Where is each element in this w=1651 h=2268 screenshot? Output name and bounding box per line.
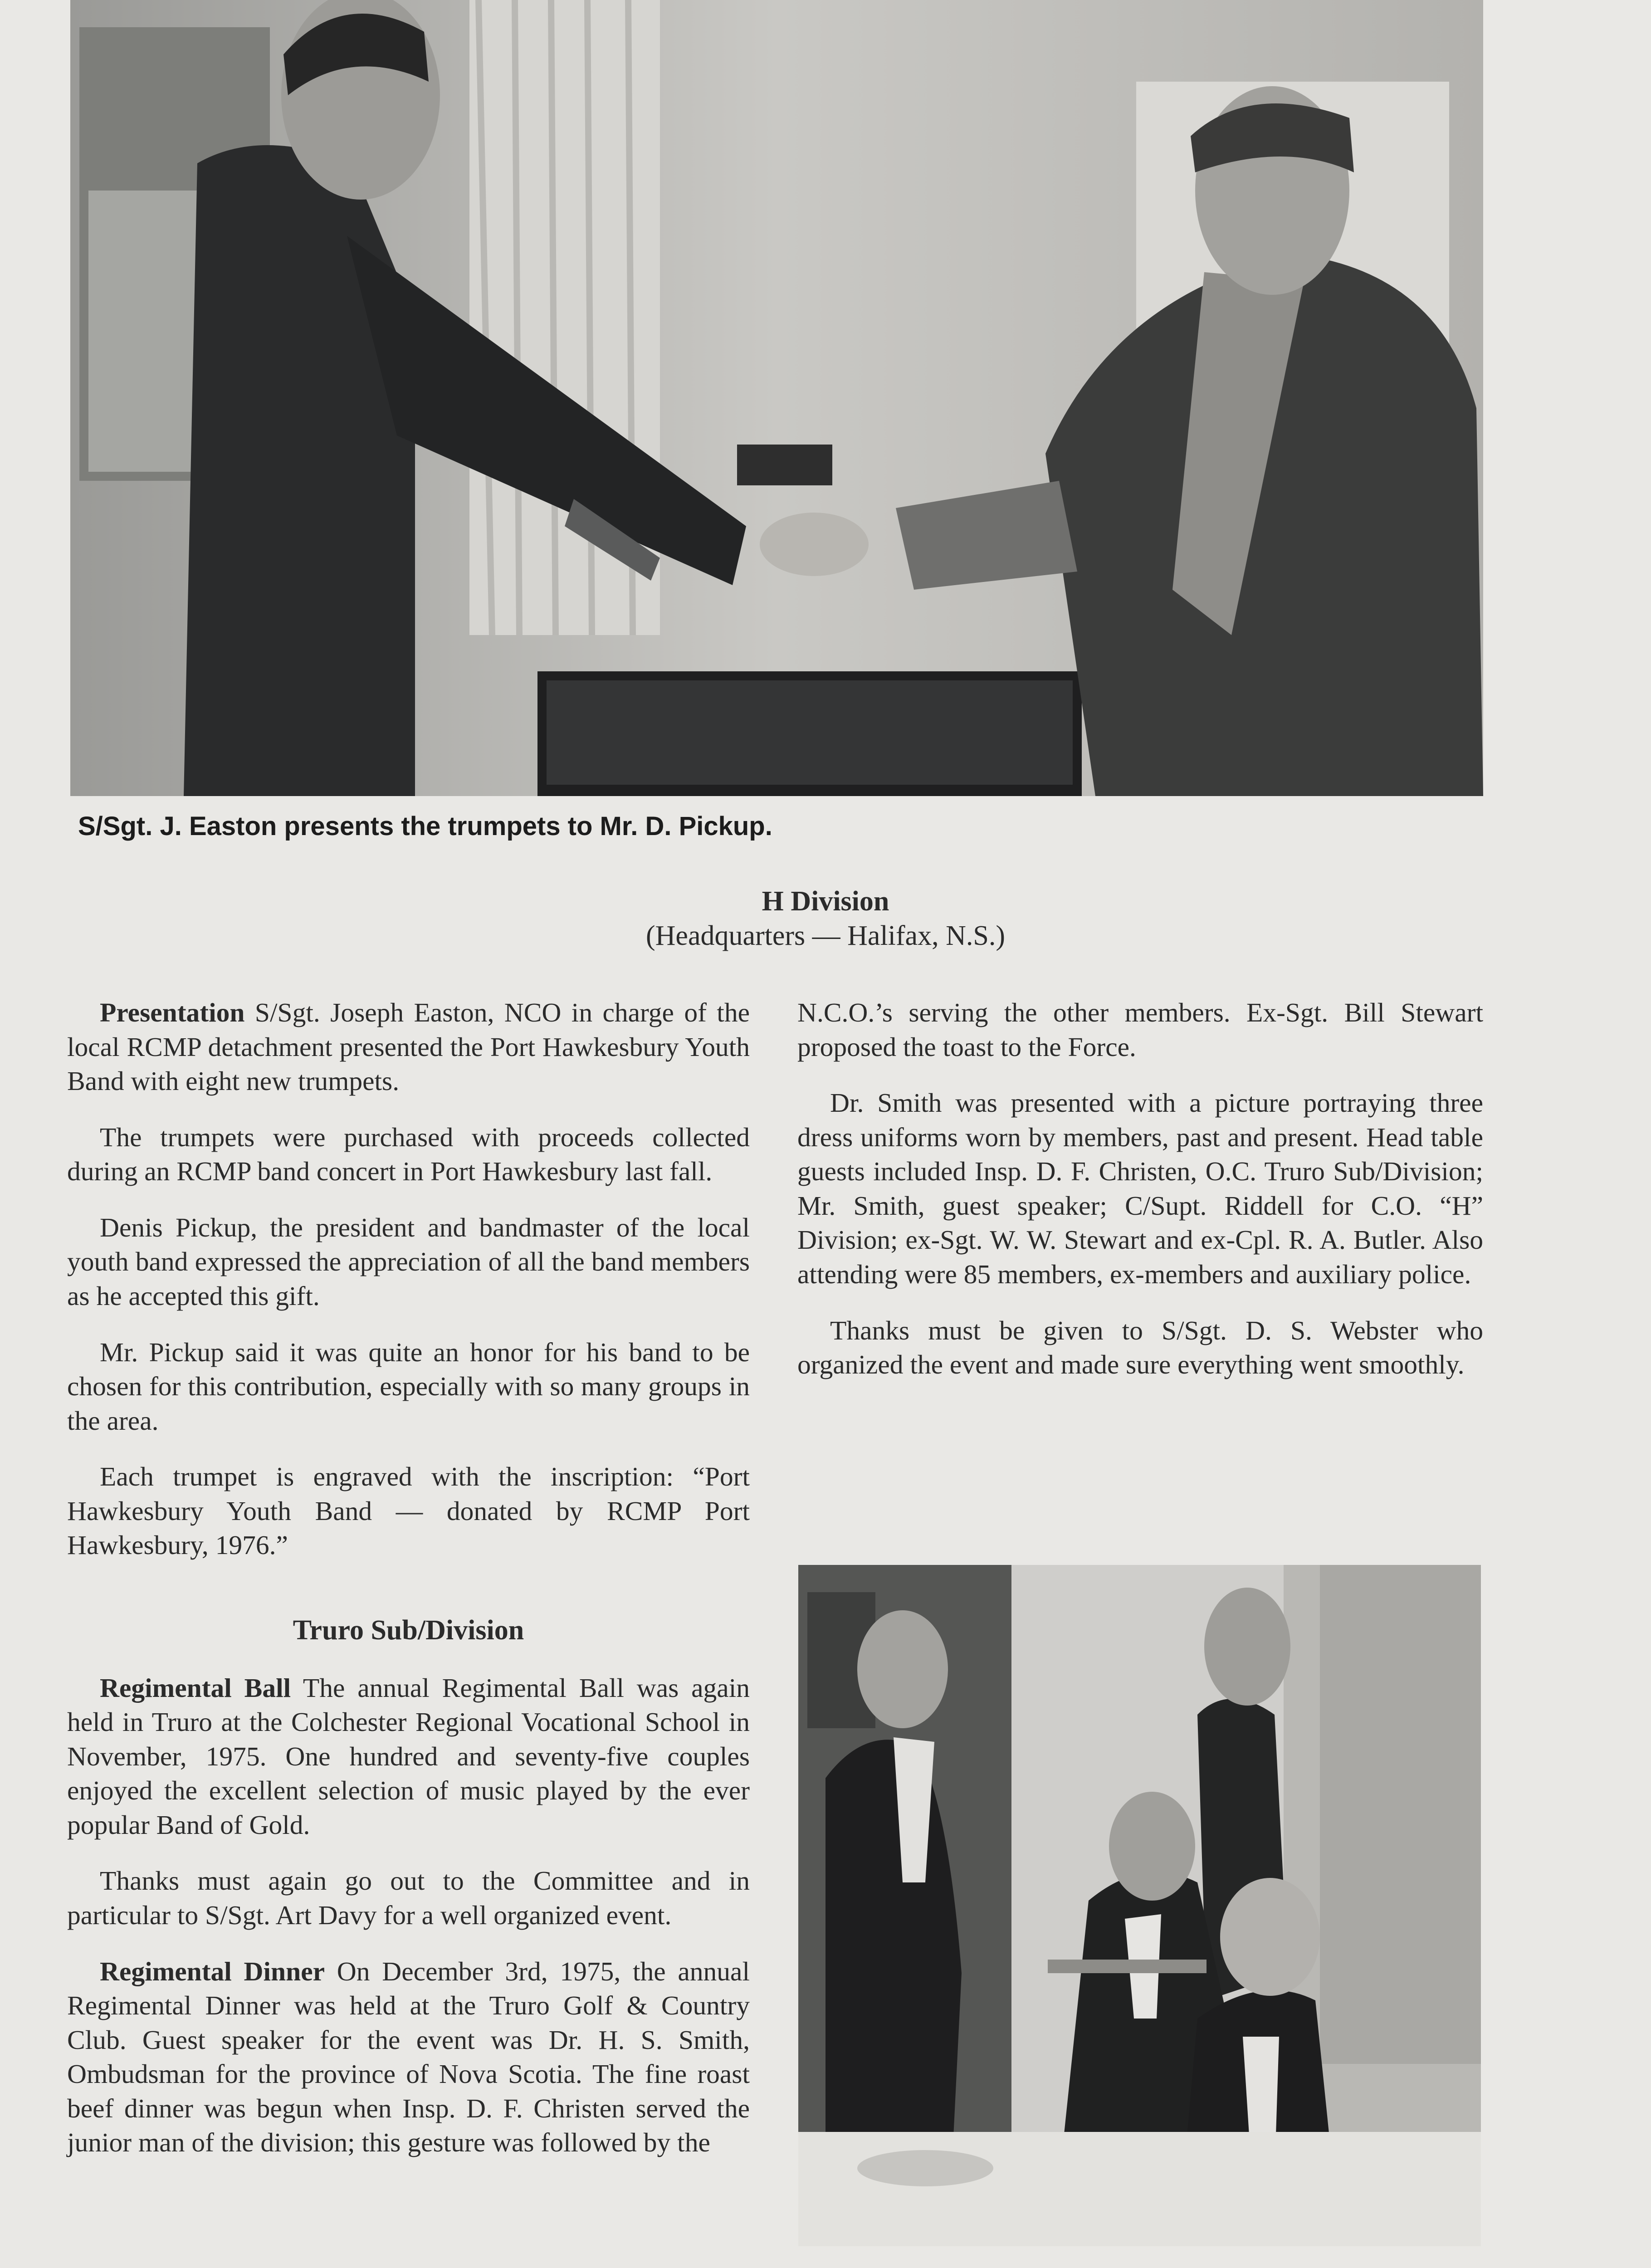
paragraph-ncos-serving: N.C.O.’s serving the other members. Ex-Sgt. Bill Stewart proposed the toast to the Force. — [797, 997, 1483, 1062]
paragraph-mr-pickup: Mr. Pickup said it was quite an honor for his band to be chosen for this contribution, especially with so many groups in the area. — [67, 1337, 750, 1436]
paragraph-dr-smith-picture: Dr. Smith was presented with a picture portraying three dress uniforms worn by members, past and present. Head table guests included Insp. D. F. Christen, O.C. Truro Sub/Division; Mr. Smith, guest speaker; C/Supt. Riddell for C.O. “H” Division; ex-Sgt. W. W. Stewart and ex-Cpl. R. A. Butler. Also attending were 85 members, ex-members and auxiliary police. — [797, 1088, 1483, 1289]
section-heading — [0, 885, 1651, 953]
paragraph-committee-thanks: Thanks must again go out to the Committee and in particular to S/Sgt. Art Davy for a well organized event. — [67, 1866, 750, 1930]
photo-trumpet-presentation-image — [70, 0, 1483, 796]
paragraph-webster-thanks: Thanks must be given to S/Sgt. D. S. Webster who organized the event and made sure everything went smoothly. — [797, 1315, 1483, 1380]
paragraph-regimental-ball-text: The annual Regimental Ball was again held in Truro at the Colchester Regional Vocational School in November, 1975. One hundred and seventy-five couples enjoyed the excellent selection of music played by the ever popular Band of Gold. — [67, 1672, 750, 1840]
right-column — [797, 996, 1483, 1404]
subhead-truro: Truro Sub/Division — [293, 1614, 524, 1646]
lead-presentation: Presentation — [100, 997, 245, 1027]
photo-trumpet-presentation — [70, 0, 1483, 796]
lead-regimental-dinner: Regimental Dinner — [100, 1956, 325, 1986]
paragraph-trumpets-purchased: The trumpets were purchased with proceeds collected during an RCMP band concert in Port Hawkesbury last fall. — [67, 1122, 750, 1187]
paragraph-regimental-dinner — [67, 1955, 750, 2160]
lead-regimental-ball: Regimental Ball — [100, 1672, 291, 1703]
section-subtitle: (Headquarters — Halifax, N.S.) — [646, 920, 1005, 951]
paragraph-regimental-dinner-text: On December 3rd, 1975, the annual Regimental Dinner was held at the Truro Golf & Country Club. Guest speaker for the event was Dr. H. S. Smith, Ombudsman for the province of Nova Scotia. The fine roast beef dinner was begun when Insp. D. F. Christen served the junior man of the division; this gesture was followed by the — [67, 1956, 750, 2158]
paragraph-inscription: Each trumpet is engraved with the inscription: “Port Hawkesbury Youth Band — donated by RCMP Port Hawkesbury, 1976.” — [67, 1461, 750, 1560]
section-title: H Division — [762, 886, 889, 917]
paragraph-denis-pickup: Denis Pickup, the president and bandmaster of the local youth band expressed the appreciation of all the band members as he accepted this gift. — [67, 1212, 750, 1311]
photo-top-caption: S/Sgt. J. Easton presents the trumpets to Mr. D. Pickup. — [78, 811, 772, 841]
left-column — [67, 996, 750, 2182]
photo-dinner-gift-image — [798, 1565, 1481, 2246]
paragraph-presentation — [67, 996, 750, 1099]
photo-dinner-gift — [798, 1565, 1481, 2246]
paragraph-presentation-text: S/Sgt. Joseph Easton, NCO in charge of the local RCMP detachment presented the Port Hawkesbury Youth Band with eight new trumpets. — [67, 997, 750, 1096]
paragraph-regimental-ball — [67, 1671, 750, 1843]
